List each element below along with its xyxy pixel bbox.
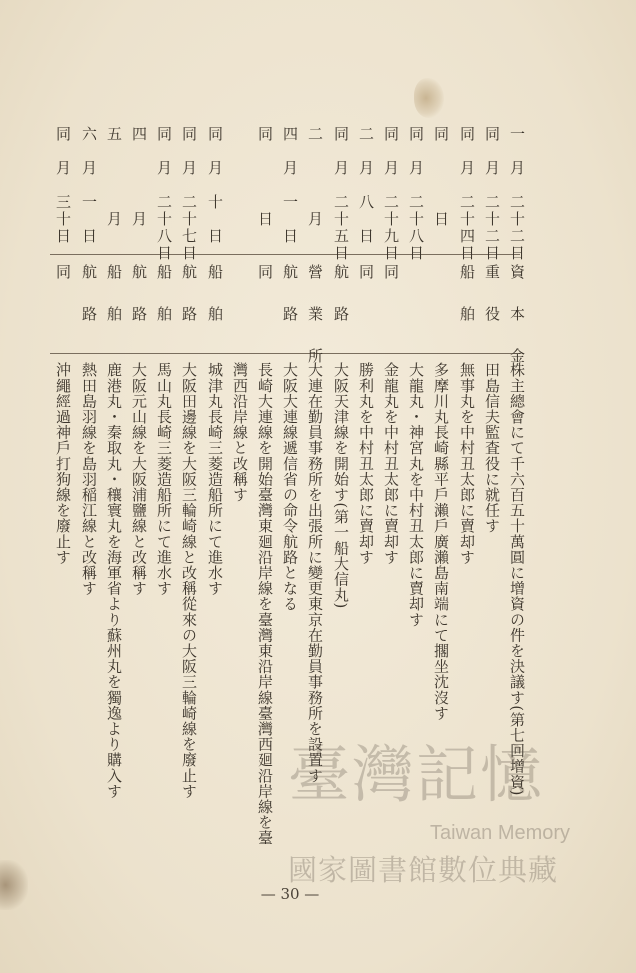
entry-date: 二 月 [306, 126, 324, 228]
entry-text: 城津丸長崎三菱造船所にて進水す [206, 362, 224, 596]
entry-category: 航 路 [130, 264, 148, 327]
entry-date: 六 月 一 日 [80, 126, 98, 245]
entry-category: 航 路 [281, 264, 299, 327]
entry-date: 同 日 [256, 126, 274, 228]
entry-text: 鹿港丸・秦取丸・穰寰丸を海軍省より蘇州丸を獨逸より購入す [105, 362, 123, 799]
entry-text: 無事丸を中村丑太郎に賣却す [458, 362, 476, 565]
entry-category: 重 役 [483, 264, 501, 327]
entry-text: 灣西沿岸線と改稱す [231, 362, 249, 503]
entry-text: 勝利丸を中村丑太郎に賣却す [357, 362, 375, 565]
entry-text: 田島信夫監査役に就任す [483, 362, 501, 534]
entry-category: 同 [54, 264, 72, 285]
entry-date: 同 月 二十五日 [332, 126, 350, 262]
entry-text: 大阪田邊線を大阪三輪崎線と改稱從來の大阪三輪崎線を廢止す [180, 362, 198, 799]
entry-date: 同 月 十 日 [206, 126, 224, 245]
entry-category: 船 舶 [206, 264, 224, 327]
entry-category: 同 [357, 264, 375, 285]
entry-text: 長崎大連線を開始臺灣東廻沿岸線を臺灣東沿岸線臺灣西廻沿岸線を臺 [256, 362, 274, 846]
table-rule-upper [50, 254, 520, 255]
watermark-english: Taiwan Memory [430, 822, 571, 844]
entry-category: 船 舶 [458, 264, 476, 327]
entry-text: 熱田島羽線を島羽稲江線と改稱す [80, 362, 98, 596]
entry-category: 航 路 [80, 264, 98, 327]
entry-text: 金龍丸を中村丑太郎に賣却す [382, 362, 400, 565]
entry-category: 同 [382, 264, 400, 285]
entry-text: 株主總會にて千六百五十萬圓に增資の件を決議す(第七回增資) [508, 362, 526, 797]
entry-date: 同 月 二十七日 [180, 126, 198, 262]
entry-text: 大阪元山線を大阪浦鹽線と改稱す [130, 362, 148, 596]
entry-date: 同 月 二十九日 [382, 126, 400, 262]
entry-date: 同 月 三十日 [54, 126, 72, 245]
entry-date: 五 月 [105, 126, 123, 228]
entry-text: 大阪天津線を開始す(第一船大信丸) [332, 362, 350, 609]
entry-date: 二 月 八 日 [357, 126, 375, 245]
entry-category: 航 路 [180, 264, 198, 327]
entry-category: 船 舶 [105, 264, 123, 327]
entry-date: 同 月 二十二日 [483, 126, 501, 262]
entry-text: 沖繩經過神戶打狗線を廢止す [54, 362, 72, 565]
entry-date: 同 月 二十八日 [407, 126, 425, 262]
watermark-title: 臺灣記憶 [288, 738, 545, 811]
entry-category: 航 路 [332, 264, 350, 327]
entry-category: 資 本 金 [508, 264, 526, 369]
page-number: — 30 — [260, 885, 320, 903]
entry-category: 營 業 所 [306, 264, 324, 369]
paper-stain [414, 78, 444, 118]
table-rule-lower [50, 353, 520, 354]
entry-date: 四 月 [130, 126, 148, 228]
entry-text: 大阪大連線遞信省の命令航路となる [281, 362, 299, 612]
entry-text: 大連在勤員事務所を出張所に變更東京在勤員事務所を設置す [306, 362, 324, 784]
watermark-subtitle: 國家圖書館數位典藏 [288, 853, 559, 887]
paper-edge-mark [0, 860, 28, 910]
entry-date: 一 月 二十二日 [508, 126, 526, 262]
entry-text: 大龍丸・神宮丸を中村丑太郎に賣却す [407, 362, 425, 628]
entry-text: 多摩川丸長崎縣平戶瀨戶廣瀨島南端にて擱坐沈沒す [432, 362, 450, 721]
entry-category: 船 舶 [155, 264, 173, 327]
entry-text: 馬山丸長崎三菱造船所にて進水す [155, 362, 173, 596]
entry-date: 同 月 二十四日 [458, 126, 476, 262]
entry-category: 同 [256, 264, 274, 285]
entry-date: 同 月 二十八日 [155, 126, 173, 262]
entry-date: 四 月 一 日 [281, 126, 299, 245]
entry-date: 同 日 [432, 126, 450, 228]
